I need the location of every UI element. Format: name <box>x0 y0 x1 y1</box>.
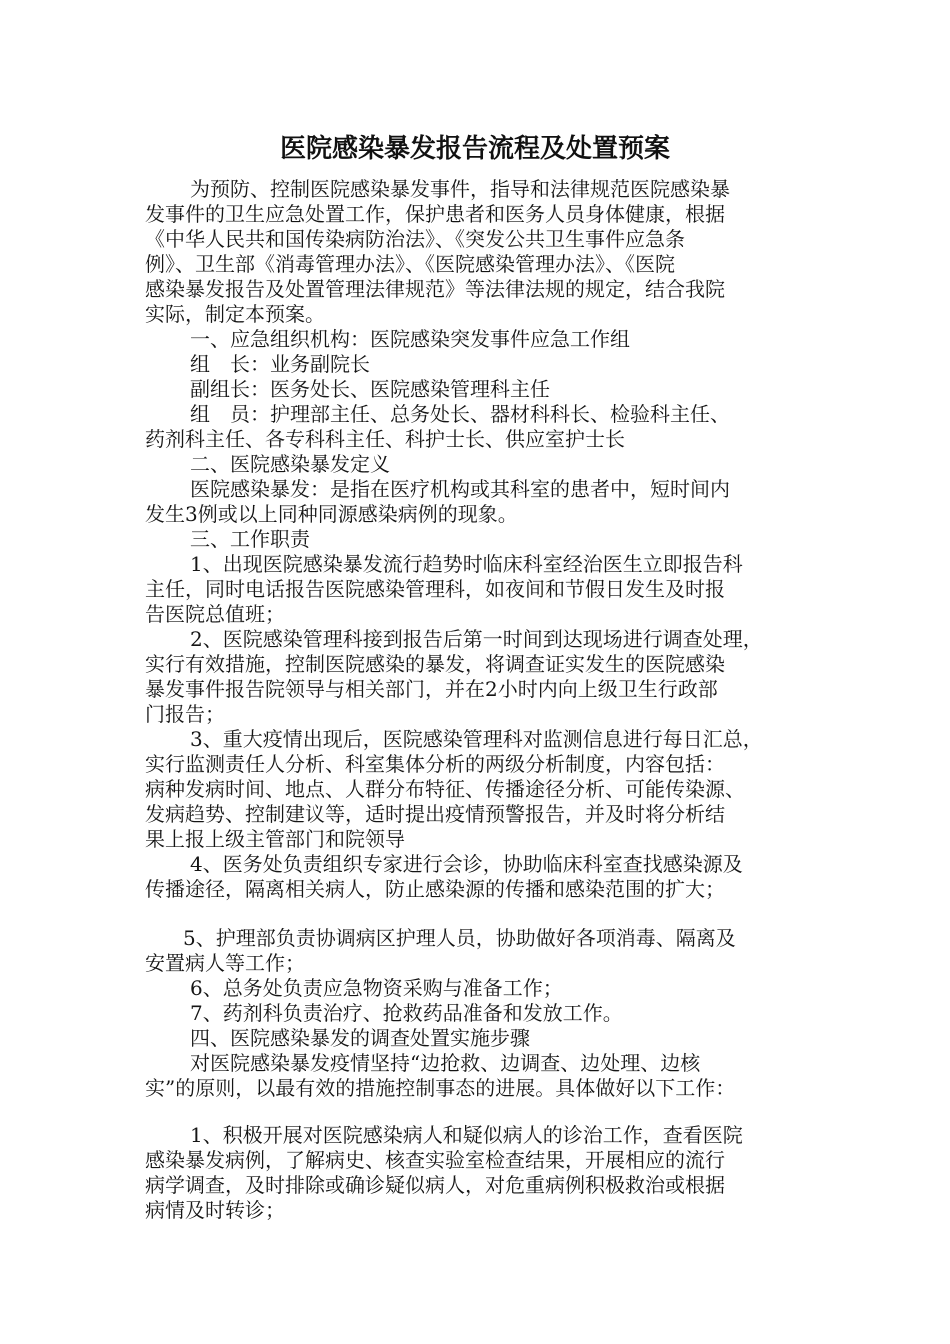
paragraph-line: 副组长：医务处长、医院感染管理科主任 <box>190 377 550 401</box>
paragraph-line: 为预防、控制医院感染暴发事件，指导和法律规范医院感染暴 <box>190 177 730 201</box>
paragraph-line: 实际，制定本预案。 <box>145 302 325 326</box>
paragraph-line: 发病趋势、控制建议等，适时提出疫情预警报告，并及时将分析结 <box>145 802 725 826</box>
paragraph-line: 例》、卫生部《消毒管理办法》、《医院感染管理办法》、《医院 <box>145 252 675 276</box>
paragraph-line: 2、医院感染管理科接到报告后第一时间到达现场进行调查处理， <box>190 627 763 651</box>
section-heading: 三、工作职责 <box>190 527 310 551</box>
section-heading: 一、应急组织机构：医院感染突发事件应急工作组 <box>190 327 630 351</box>
paragraph-line: 暴发事件报告院领导与相关部门，并在2小时内向上级卫生行政部 <box>145 677 718 701</box>
document-title: 医院感染暴发报告流程及处置预案 <box>279 134 670 164</box>
paragraph-line: 对医院感染暴发疫情坚持“边抢救、边调查、边处理、边核 <box>190 1051 701 1075</box>
paragraph-line: 门报告； <box>145 702 225 726</box>
paragraph-line: 实行监测责任人分析、科室集体分析的两级分析制度，内容包括： <box>145 752 725 776</box>
paragraph-line: 感染暴发病例，了解病史、核查实验室检查结果，开展相应的流行 <box>145 1148 725 1172</box>
paragraph-line: 发生3例或以上同种同源感染病例的现象。 <box>145 502 518 526</box>
section-heading: 二、医院感染暴发定义 <box>190 452 390 476</box>
paragraph-line: 3、重大疫情出现后，医院感染管理科对监测信息进行每日汇总， <box>190 727 763 751</box>
paragraph-line: 1、积极开展对医院感染病人和疑似病人的诊治工作，查看医院 <box>190 1123 743 1147</box>
paragraph-line: 《中华人民共和国传染病防治法》、《突发公共卫生事件应急条 <box>145 227 685 251</box>
paragraph-line: 1、出现医院感染暴发流行趋势时临床科室经治医生立即报告科 <box>190 552 743 576</box>
section-heading: 四、医院感染暴发的调查处置实施步骤 <box>190 1026 530 1050</box>
paragraph-line: 发事件的卫生应急处置工作，保护患者和医务人员身体健康，根据 <box>145 202 725 226</box>
paragraph-line: 组 员：护理部主任、总务处长、器材科科长、检验科主任、 <box>190 402 730 426</box>
paragraph-line: 传播途径，隔离相关病人，防止感染源的传播和感染范围的扩大； <box>145 877 725 901</box>
paragraph-line: 7、药剂科负责治疗、抢救药品准备和发放工作。 <box>190 1001 623 1025</box>
paragraph-line: 安置病人等工作； <box>145 951 305 975</box>
paragraph-line: 5、护理部负责协调病区护理人员，协助做好各项消毒、隔离及 <box>183 926 736 950</box>
paragraph-line: 实行有效措施，控制医院感染的暴发，将调查证实发生的医院感染 <box>145 652 725 676</box>
paragraph-line: 感染暴发报告及处置管理法律规范》等法律法规的规定，结合我院 <box>145 277 725 301</box>
paragraph-line: 病学调查，及时排除或确诊疑似病人，对危重病例积极救治或根据 <box>145 1173 725 1197</box>
paragraph-line: 病情及时转诊； <box>145 1198 285 1222</box>
paragraph-line: 医院感染暴发：是指在医疗机构或其科室的患者中，短时间内 <box>190 477 730 501</box>
paragraph-line: 药剂科主任、各专科科主任、科护士长、供应室护士长 <box>145 427 625 451</box>
paragraph-line: 6、总务处负责应急物资采购与准备工作； <box>190 976 563 1000</box>
paragraph-line: 主任，同时电话报告医院感染管理科，如夜间和节假日发生及时报 <box>145 577 725 601</box>
paragraph-line: 组 长：业务副院长 <box>190 352 370 376</box>
paragraph-line: 告医院总值班； <box>145 602 285 626</box>
paragraph-line: 实”的原则，以最有效的措施控制事态的进展。具体做好以下工作： <box>145 1076 736 1100</box>
paragraph-line: 果上报上级主管部门和院领导 <box>145 827 405 851</box>
paragraph-line: 4、医务处负责组织专家进行会诊，协助临床科室查找感染源及 <box>190 852 743 876</box>
paragraph-line: 病种发病时间、地点、人群分布特征、传播途径分析、可能传染源、 <box>145 777 745 801</box>
